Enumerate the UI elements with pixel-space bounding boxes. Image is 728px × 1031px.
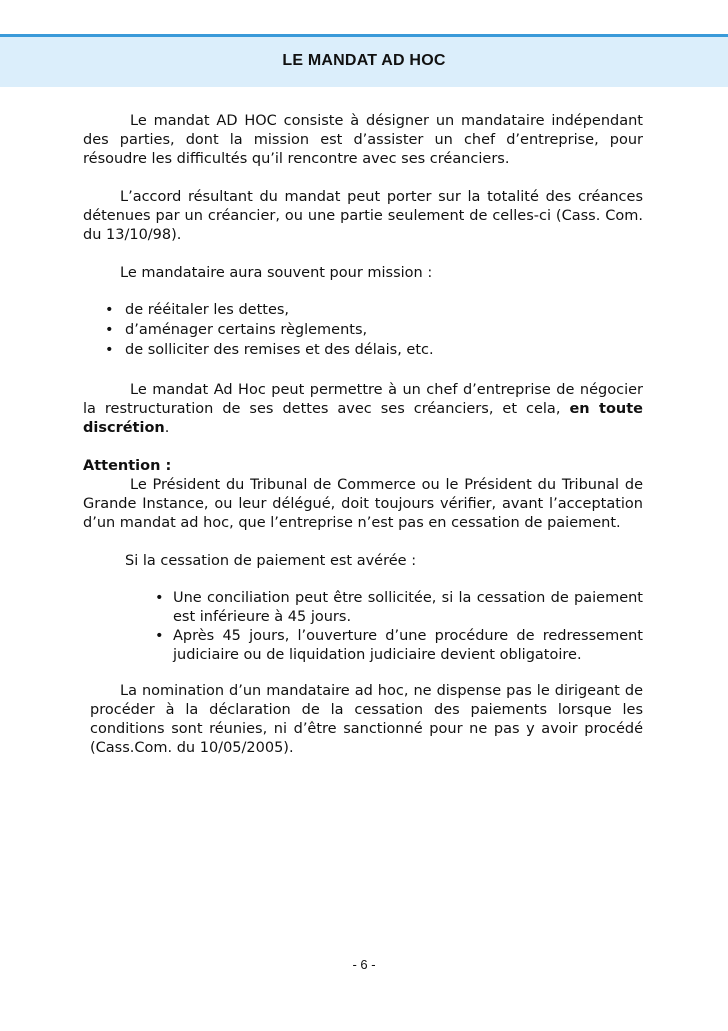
list-item: • Une conciliation peut être sollicitée, si la cessation de paiement est inférieure à 45 jours. (155, 589, 643, 627)
negociation-text: Le mandat Ad Hoc peut permettre à un chef d’entreprise de négocier la restructuration de ses dettes avec ses créanciers, et cela, (83, 382, 643, 417)
page-number: - 6 - (352, 957, 376, 972)
list-item: • d’aménager certains règlements, (105, 321, 643, 341)
page-title: LE MANDAT AD HOC (282, 52, 446, 69)
paragraph-cessation-intro: Si la cessation de paiement est avérée : (125, 553, 417, 569)
mission-list (83, 301, 643, 361)
attention-label: Attention : (83, 458, 172, 474)
paragraph-negociation (83, 381, 643, 438)
cessation-list (83, 589, 643, 665)
document-body (83, 112, 643, 758)
negociation-end: . (164, 420, 170, 436)
list-item: • de solliciter des remises et des délais, etc. (105, 341, 643, 361)
emphasis-discretion: en toute discrétion (83, 401, 644, 436)
list-item: • Après 45 jours, l’ouverture d’une procédure de redressement judiciaire ou de liquidation judiciaire devient obligatoire. (155, 627, 643, 665)
paragraph-accord: L’accord résultant du mandat peut porter sur la totalité des créances détenues par un créancier, ou une partie seulement de celles-ci (Cass. Com. du 13/10/98). (83, 189, 643, 243)
list-item: • de rééitaler les dettes, (105, 301, 643, 321)
paragraph-nomination: La nomination d’un mandataire ad hoc, ne dispense pas le dirigeant de procéder à la déclaration de la cessation des paiements lorsque les conditions sont réunies, ni d’être sanctionné pour ne pas y avoir procédé (Cass.Com. du 10/05/2005). (90, 683, 643, 756)
paragraph-president: Le Président du Tribunal de Commerce ou le Président du Tribunal de Grande Instance, ou leur délégué, doit toujours vérifier, avant l’acceptation d’un mandat ad hoc, que l’entreprise n’est pas en cessation de paiement. (83, 477, 643, 531)
paragraph-mission-intro: Le mandataire aura souvent pour mission : (120, 265, 433, 281)
paragraph-definition: Le mandat AD HOC consiste à désigner un mandataire indépendant des parties, dont la mission est d’assister un chef d’entreprise, pour résoudre les difficultés qu’il rencontre avec ses créanciers. (83, 113, 643, 167)
